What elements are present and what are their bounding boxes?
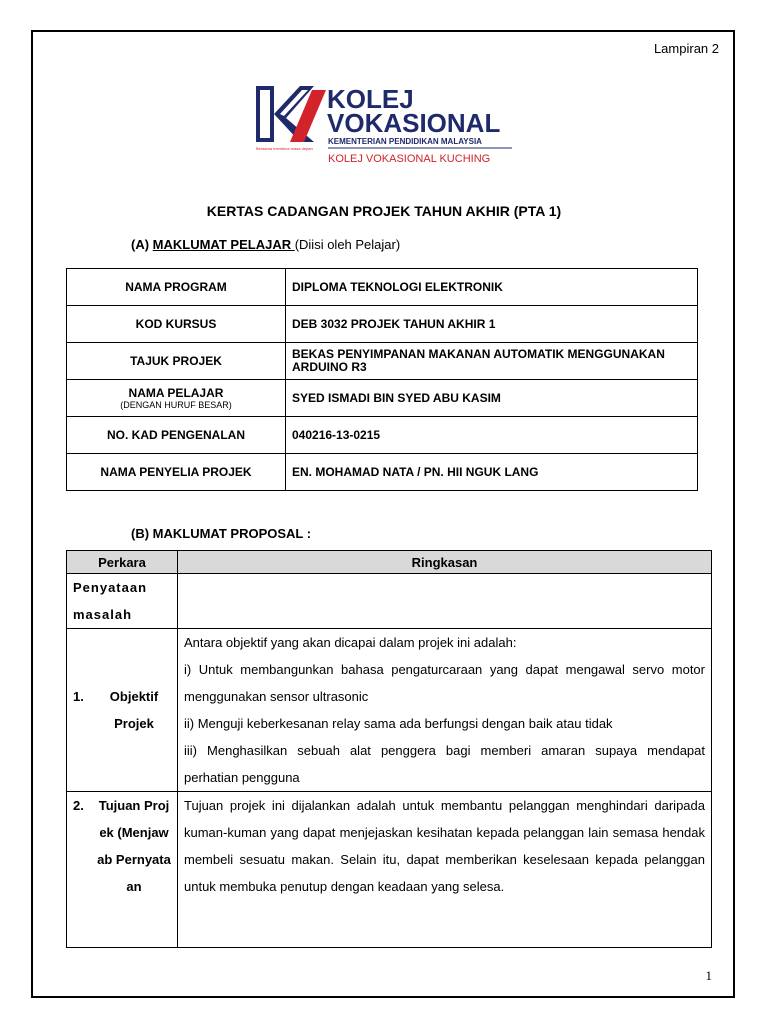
section-a-title: MAKLUMAT PELAJAR <box>152 237 295 252</box>
proposal-table <box>66 550 712 948</box>
info-key: NAMA PENYELIA PROJEK <box>67 454 286 491</box>
info-key <box>67 380 286 417</box>
ringkasan-cell <box>178 574 712 629</box>
logo-line3: KEMENTERIAN PENDIDIKAN MALAYSIA <box>328 137 482 146</box>
section-a-prefix: (A) <box>131 237 153 252</box>
info-value: DEB 3032 PROJEK TAHUN AKHIR 1 <box>286 306 698 343</box>
table-row <box>67 574 712 629</box>
info-key: KOD KURSUS <box>67 306 286 343</box>
row-label: Tujuan Projek (Menjawab Pernyataan <box>97 798 171 894</box>
summary-line: ii) Menguji keberkesanan relay sama ada berfungsi dengan baik atau tidak <box>184 716 613 731</box>
info-value: BEKAS PENYIMPANAN MAKANAN AUTOMATIK MENGGUNAKAN ARDUINO R3 <box>286 343 698 380</box>
row-number: 2. <box>73 798 84 813</box>
perkara-cell <box>67 792 178 948</box>
table-header-row <box>67 551 712 574</box>
kolej-vokasional-logo <box>230 74 550 184</box>
ringkasan-cell <box>178 629 712 792</box>
table-row <box>67 269 698 306</box>
student-info-table <box>66 268 698 491</box>
logo-line1: KOLEJ <box>327 84 414 114</box>
perkara-cell: Penyataan masalah <box>67 574 178 629</box>
info-value: EN. MOHAMAD NATA / PN. HII NGUK LANG <box>286 454 698 491</box>
info-value: SYED ISMADI BIN SYED ABU KASIM <box>286 380 698 417</box>
lampiran-label: Lampiran 2 <box>653 41 719 56</box>
table-row <box>67 629 712 792</box>
kv-emblem-icon <box>256 86 326 142</box>
table-row <box>67 792 712 948</box>
document-title: KERTAS CADANGAN PROJEK TAHUN AKHIR (PTA 1) <box>206 203 562 219</box>
perkara-cell <box>67 629 178 792</box>
info-value: DIPLOMA TEKNOLOGI ELEKTRONIK <box>286 269 698 306</box>
row-number: 1. <box>73 689 84 704</box>
table-row <box>67 417 698 454</box>
table-row <box>67 454 698 491</box>
row-label: Objektif Projek <box>109 689 159 731</box>
table-row <box>67 306 698 343</box>
info-key: NAMA PROGRAM <box>67 269 286 306</box>
section-a-note: (Diisi oleh Pelajar) <box>294 237 401 252</box>
section-b-heading: (B) MAKLUMAT PROPOSAL : <box>131 526 312 541</box>
info-key-main: NAMA PELAJAR <box>128 386 224 400</box>
logo-line2: VOKASIONAL <box>327 108 501 138</box>
logo-line4: KOLEJ VOKASIONAL KUCHING <box>328 153 491 165</box>
logo-tagline: Bersama membina masa depan <box>256 146 313 151</box>
ringkasan-cell <box>178 792 712 948</box>
info-key: TAJUK PROJEK <box>67 343 286 380</box>
summary-line: Tujuan projek ini dijalankan adalah untuk membantu pelanggan menghindari daripada kuman-kuman yang dapat menjejaskan kesihatan kepada pelanggan lain semasa hendak membeli sesuatu makan. Selain itu, dapat memberikan keselesaan kepada pelanggan untuk membuka penutup dengan keadaan yang selesa. <box>184 798 705 894</box>
info-key-sub: (DENGAN HURUF BESAR) <box>120 400 232 410</box>
section-a-heading <box>131 237 400 252</box>
info-value: 040216-13-0215 <box>286 417 698 454</box>
summary-line: i) Untuk membangunkan bahasa pengaturcaraan yang dapat mengawal servo motor menggunakan sensor ultrasonic <box>184 662 705 704</box>
column-header-ringkasan: Ringkasan <box>178 551 712 574</box>
summary-line: iii) Menghasilkan sebuah alat penggera bagi memberi amaran supaya mendapat perhatian pengguna <box>184 743 705 785</box>
table-row <box>67 380 698 417</box>
table-row <box>67 343 698 380</box>
summary-line: Antara objektif yang akan dicapai dalam projek ini adalah: <box>184 635 517 650</box>
info-key: NO. KAD PENGENALAN <box>67 417 286 454</box>
column-header-perkara: Perkara <box>67 551 178 574</box>
page-number: 1 <box>705 968 712 983</box>
